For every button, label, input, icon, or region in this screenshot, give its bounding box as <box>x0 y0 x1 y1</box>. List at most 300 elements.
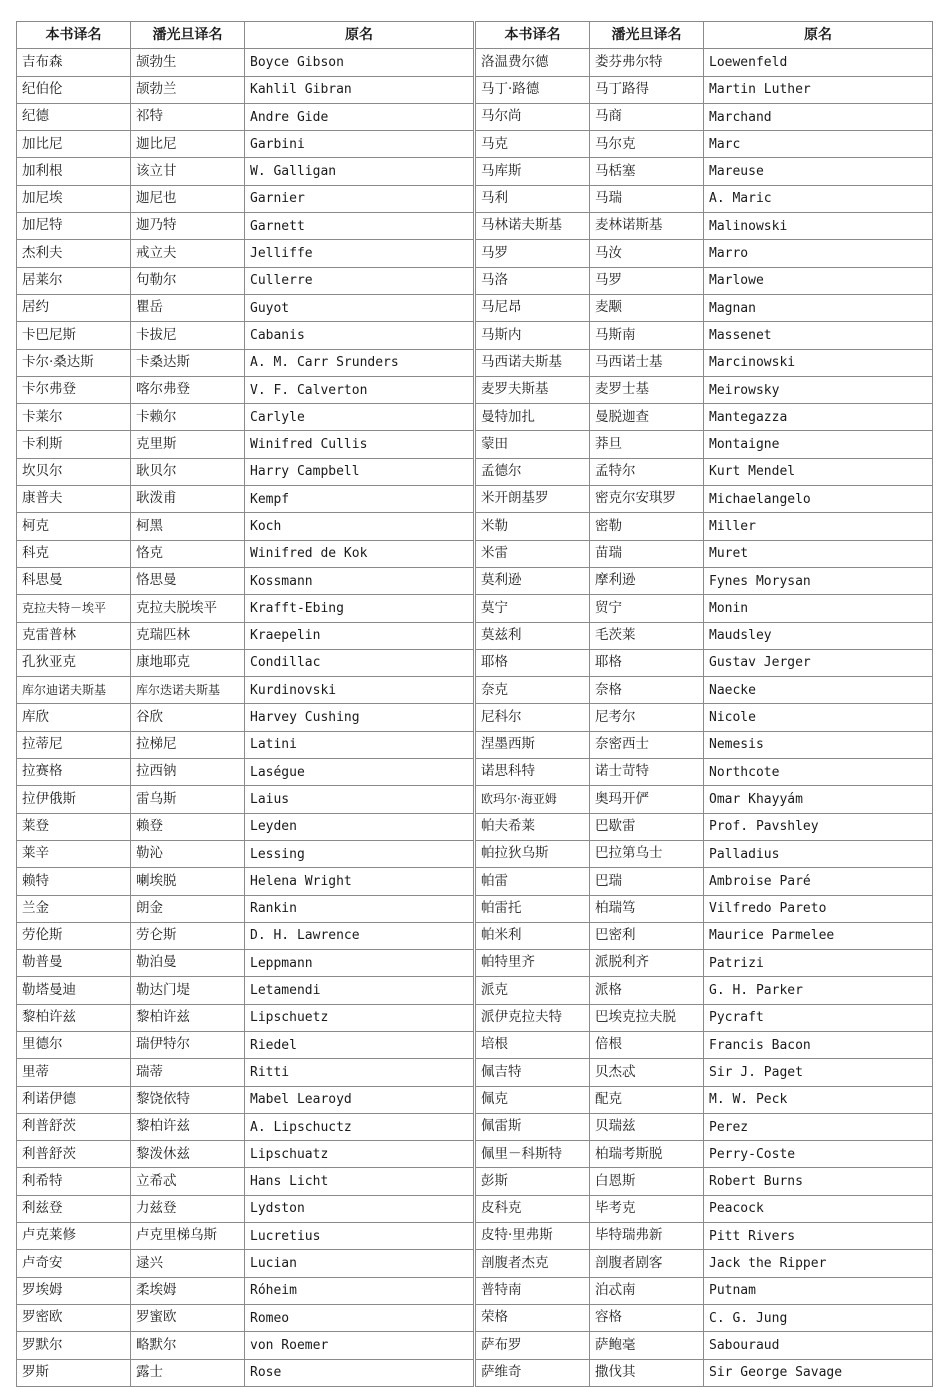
cell-original-name: Prof. Pavshley <box>704 813 933 840</box>
cell-pan-name: 麦颙 <box>590 294 704 321</box>
cell-pan-name: 派格 <box>590 977 704 1004</box>
cell-pan-name: 马汝 <box>590 240 704 267</box>
cell-book-name: 卡尔弗登 <box>17 376 131 403</box>
cell-pan-name: 略默尔 <box>131 1332 245 1359</box>
cell-book-name: 康普夫 <box>17 486 131 513</box>
cell-original-name: Kraepelin <box>245 622 474 649</box>
table-row <box>17 1059 933 1086</box>
cell-book-name: 帕雷托 <box>476 895 590 922</box>
cell-original-name: Peacock <box>704 1195 933 1222</box>
cell-book-name: 马利 <box>476 185 590 212</box>
cell-book-name: 普特南 <box>476 1277 590 1304</box>
cell-book-name: 彭斯 <box>476 1168 590 1195</box>
cell-pan-name: 喇埃脱 <box>131 868 245 895</box>
cell-original-name: Marcinowski <box>704 349 933 376</box>
cell-pan-name: 该立甘 <box>131 158 245 185</box>
cell-pan-name: 密克尔安琪罗 <box>590 486 704 513</box>
cell-pan-name: 耶格 <box>590 649 704 676</box>
cell-book-name: 帕夫希莱 <box>476 813 590 840</box>
cell-book-name: 马斯内 <box>476 322 590 349</box>
table-row <box>17 513 933 540</box>
cell-original-name: Marro <box>704 240 933 267</box>
cell-original-name: Boyce Gibson <box>245 49 474 76</box>
cell-pan-name: 贝杰忒 <box>590 1059 704 1086</box>
header-row <box>17 22 933 49</box>
cell-original-name: Muret <box>704 540 933 567</box>
cell-pan-name: 巴拉第乌士 <box>590 840 704 867</box>
header-book-name: 本书译名 <box>476 22 590 49</box>
cell-book-name: 利兹登 <box>17 1195 131 1222</box>
cell-book-name: 居约 <box>17 294 131 321</box>
cell-book-name: 帕特里齐 <box>476 950 590 977</box>
cell-pan-name: 贸宁 <box>590 595 704 622</box>
cell-original-name: Riedel <box>245 1031 474 1058</box>
cell-original-name: Cabanis <box>245 322 474 349</box>
cell-pan-name: 曼脱迦查 <box>590 404 704 431</box>
cell-original-name: A. Maric <box>704 185 933 212</box>
cell-book-name: 皮特·里弗斯 <box>476 1223 590 1250</box>
cell-pan-name: 巴密利 <box>590 922 704 949</box>
cell-original-name: Putnam <box>704 1277 933 1304</box>
cell-book-name: 马西诺夫斯基 <box>476 349 590 376</box>
table-row <box>17 1304 933 1331</box>
cell-pan-name: 朗金 <box>131 895 245 922</box>
cell-pan-name: 库尔迭诺夫斯基 <box>131 677 245 704</box>
cell-book-name: 孔狄亚克 <box>17 649 131 676</box>
cell-pan-name: 白恩斯 <box>590 1168 704 1195</box>
cell-pan-name: 马西诺士基 <box>590 349 704 376</box>
cell-pan-name: 黎泼休兹 <box>131 1141 245 1168</box>
cell-book-name: 克雷普林 <box>17 622 131 649</box>
cell-book-name: 拉赛格 <box>17 759 131 786</box>
cell-original-name: Lucretius <box>245 1223 474 1250</box>
cell-book-name: 佩克 <box>476 1086 590 1113</box>
table-row <box>17 458 933 485</box>
table-row <box>17 786 933 813</box>
cell-original-name: Sabouraud <box>704 1332 933 1359</box>
cell-pan-name: 恪克 <box>131 540 245 567</box>
cell-original-name: Lipschuatz <box>245 1141 474 1168</box>
cell-original-name: Michaelangelo <box>704 486 933 513</box>
cell-original-name: Montaigne <box>704 431 933 458</box>
table-row <box>17 213 933 240</box>
cell-original-name: Krafft-Ebing <box>245 595 474 622</box>
cell-original-name: Sir J. Paget <box>704 1059 933 1086</box>
cell-original-name: G. H. Parker <box>704 977 933 1004</box>
table-row <box>17 977 933 1004</box>
cell-original-name: Latini <box>245 731 474 758</box>
cell-book-name: 纪德 <box>17 103 131 130</box>
table-row <box>17 813 933 840</box>
cell-pan-name: 容格 <box>590 1304 704 1331</box>
cell-book-name: 利希特 <box>17 1168 131 1195</box>
cell-pan-name: 颉勃兰 <box>131 76 245 103</box>
cell-original-name: Hans Licht <box>245 1168 474 1195</box>
cell-book-name: 柯克 <box>17 513 131 540</box>
cell-original-name: Kempf <box>245 486 474 513</box>
cell-book-name: 孟德尔 <box>476 458 590 485</box>
cell-book-name: 麦罗夫斯基 <box>476 376 590 403</box>
cell-book-name: 培根 <box>476 1031 590 1058</box>
header-pan-name: 潘光旦译名 <box>131 22 245 49</box>
cell-pan-name: 孟特尔 <box>590 458 704 485</box>
cell-original-name: Northcote <box>704 759 933 786</box>
cell-original-name: Pitt Rivers <box>704 1223 933 1250</box>
cell-pan-name: 马斯南 <box>590 322 704 349</box>
cell-book-name: 马库斯 <box>476 158 590 185</box>
cell-pan-name: 摩利逊 <box>590 567 704 594</box>
table-row <box>17 950 933 977</box>
cell-original-name: Helena Wright <box>245 868 474 895</box>
cell-pan-name: 巴瑞 <box>590 868 704 895</box>
cell-book-name: 蒙田 <box>476 431 590 458</box>
cell-book-name: 卡利斯 <box>17 431 131 458</box>
cell-pan-name: 马瑞 <box>590 185 704 212</box>
cell-original-name: Lessing <box>245 840 474 867</box>
cell-original-name: Carlyle <box>245 404 474 431</box>
cell-book-name: 罗默尔 <box>17 1332 131 1359</box>
cell-original-name: Mareuse <box>704 158 933 185</box>
cell-original-name: Rankin <box>245 895 474 922</box>
cell-book-name: 莫宁 <box>476 595 590 622</box>
cell-book-name: 马林诺夫斯基 <box>476 213 590 240</box>
cell-original-name: Jelliffe <box>245 240 474 267</box>
cell-pan-name: 耿泼甫 <box>131 486 245 513</box>
cell-original-name: Patrizi <box>704 950 933 977</box>
cell-original-name: Róheim <box>245 1277 474 1304</box>
table-row <box>17 1223 933 1250</box>
cell-pan-name: 露士 <box>131 1359 245 1386</box>
cell-book-name: 马尼昂 <box>476 294 590 321</box>
cell-original-name: Francis Bacon <box>704 1031 933 1058</box>
cell-original-name: D. H. Lawrence <box>245 922 474 949</box>
cell-pan-name: 勒沁 <box>131 840 245 867</box>
cell-original-name: Malinowski <box>704 213 933 240</box>
table-row <box>17 1086 933 1113</box>
cell-original-name: Condillac <box>245 649 474 676</box>
cell-pan-name: 力兹登 <box>131 1195 245 1222</box>
table-row <box>17 1359 933 1386</box>
cell-original-name: Guyot <box>245 294 474 321</box>
table-row <box>17 267 933 294</box>
cell-original-name: A. M. Carr Srunders <box>245 349 474 376</box>
cell-pan-name: 立希忒 <box>131 1168 245 1195</box>
cell-original-name: Marchand <box>704 103 933 130</box>
table-row <box>17 677 933 704</box>
cell-original-name: Garnett <box>245 213 474 240</box>
table-row <box>17 1141 933 1168</box>
cell-book-name: 帕米利 <box>476 922 590 949</box>
cell-pan-name: 迦比尼 <box>131 131 245 158</box>
cell-original-name: Marc <box>704 131 933 158</box>
cell-book-name: 赖特 <box>17 868 131 895</box>
cell-pan-name: 迦乃特 <box>131 213 245 240</box>
cell-book-name: 马丁·路德 <box>476 76 590 103</box>
cell-pan-name: 拉梯尼 <box>131 731 245 758</box>
cell-original-name: Mabel Learoyd <box>245 1086 474 1113</box>
cell-book-name: 卡尔·桑达斯 <box>17 349 131 376</box>
cell-original-name: Pycraft <box>704 1004 933 1031</box>
cell-pan-name: 谷欣 <box>131 704 245 731</box>
table-row <box>17 595 933 622</box>
cell-book-name: 利诺伊德 <box>17 1086 131 1113</box>
cell-pan-name: 毕特瑞弗新 <box>590 1223 704 1250</box>
cell-book-name: 莱辛 <box>17 840 131 867</box>
cell-book-name: 曼特加扎 <box>476 404 590 431</box>
cell-pan-name: 奥玛开俨 <box>590 786 704 813</box>
table-row <box>17 731 933 758</box>
cell-original-name: Koch <box>245 513 474 540</box>
cell-book-name: 马洛 <box>476 267 590 294</box>
cell-original-name: V. F. Calverton <box>245 376 474 403</box>
table-row <box>17 103 933 130</box>
cell-pan-name: 戒立夫 <box>131 240 245 267</box>
cell-book-name: 纪伯伦 <box>17 76 131 103</box>
cell-pan-name: 雷乌斯 <box>131 786 245 813</box>
cell-original-name: A. Lipschuctz <box>245 1113 474 1140</box>
cell-book-name: 欧玛尔·海亚姆 <box>476 786 590 813</box>
cell-book-name: 米雷 <box>476 540 590 567</box>
cell-pan-name: 马丁路得 <box>590 76 704 103</box>
cell-pan-name: 康地耶克 <box>131 649 245 676</box>
cell-original-name: Letamendi <box>245 977 474 1004</box>
cell-pan-name: 马栝塞 <box>590 158 704 185</box>
cell-pan-name: 毛茨莱 <box>590 622 704 649</box>
cell-original-name: Kossmann <box>245 567 474 594</box>
cell-pan-name: 勒达门堤 <box>131 977 245 1004</box>
cell-original-name: Mantegazza <box>704 404 933 431</box>
table-row <box>17 185 933 212</box>
cell-pan-name: 克瑞匹林 <box>131 622 245 649</box>
cell-pan-name: 卡赖尔 <box>131 404 245 431</box>
cell-pan-name: 莽旦 <box>590 431 704 458</box>
cell-pan-name: 逯兴 <box>131 1250 245 1277</box>
table-row <box>17 158 933 185</box>
cell-pan-name: 卡桑达斯 <box>131 349 245 376</box>
cell-book-name: 罗斯 <box>17 1359 131 1386</box>
table-row <box>17 868 933 895</box>
cell-pan-name: 剖腹者剧客 <box>590 1250 704 1277</box>
table-row <box>17 540 933 567</box>
cell-original-name: Garnier <box>245 185 474 212</box>
cell-original-name: Robert Burns <box>704 1168 933 1195</box>
cell-pan-name: 赖登 <box>131 813 245 840</box>
cell-book-name: 派克 <box>476 977 590 1004</box>
cell-pan-name: 贝瑞兹 <box>590 1113 704 1140</box>
cell-original-name: Leyden <box>245 813 474 840</box>
table-row <box>17 1031 933 1058</box>
cell-book-name: 卡莱尔 <box>17 404 131 431</box>
cell-original-name: Laségue <box>245 759 474 786</box>
cell-book-name: 萨维奇 <box>476 1359 590 1386</box>
cell-original-name: Palladius <box>704 840 933 867</box>
cell-pan-name: 瑞伊特尔 <box>131 1031 245 1058</box>
cell-pan-name: 柔埃姆 <box>131 1277 245 1304</box>
cell-book-name: 里蒂 <box>17 1059 131 1086</box>
cell-pan-name: 倍根 <box>590 1031 704 1058</box>
table-row <box>17 567 933 594</box>
table-row <box>17 349 933 376</box>
cell-pan-name: 拉西钠 <box>131 759 245 786</box>
cell-original-name: M. W. Peck <box>704 1086 933 1113</box>
cell-pan-name: 柏瑞笃 <box>590 895 704 922</box>
cell-book-name: 卢奇安 <box>17 1250 131 1277</box>
cell-book-name: 加尼特 <box>17 213 131 240</box>
cell-original-name: C. G. Jung <box>704 1304 933 1331</box>
cell-pan-name: 黎柏许兹 <box>131 1004 245 1031</box>
cell-original-name: W. Galligan <box>245 158 474 185</box>
cell-original-name: Omar Khayyám <box>704 786 933 813</box>
cell-original-name: Nicole <box>704 704 933 731</box>
cell-book-name: 拉伊俄斯 <box>17 786 131 813</box>
table-row <box>17 294 933 321</box>
cell-pan-name: 柯黑 <box>131 513 245 540</box>
cell-pan-name: 克里斯 <box>131 431 245 458</box>
cell-pan-name: 巴歇雷 <box>590 813 704 840</box>
cell-original-name: Perry-Coste <box>704 1141 933 1168</box>
cell-pan-name: 卡拔尼 <box>131 322 245 349</box>
cell-book-name: 兰金 <box>17 895 131 922</box>
cell-pan-name: 柏瑞考斯脱 <box>590 1141 704 1168</box>
header-original-name: 原名 <box>704 22 933 49</box>
cell-original-name: Marlowe <box>704 267 933 294</box>
table-row <box>17 895 933 922</box>
cell-book-name: 拉蒂尼 <box>17 731 131 758</box>
header-book-name: 本书译名 <box>17 22 131 49</box>
cell-original-name: Lydston <box>245 1195 474 1222</box>
cell-book-name: 利普舒茨 <box>17 1141 131 1168</box>
cell-pan-name: 诺士苛特 <box>590 759 704 786</box>
cell-book-name: 马尔尚 <box>476 103 590 130</box>
cell-pan-name: 马尔克 <box>590 131 704 158</box>
cell-original-name: Ritti <box>245 1059 474 1086</box>
table-row <box>17 1113 933 1140</box>
cell-book-name: 加比尼 <box>17 131 131 158</box>
cell-pan-name: 卢克里梯乌斯 <box>131 1223 245 1250</box>
cell-original-name: Miller <box>704 513 933 540</box>
cell-book-name: 米开朗基罗 <box>476 486 590 513</box>
cell-book-name: 劳伦斯 <box>17 922 131 949</box>
cell-book-name: 罗密欧 <box>17 1304 131 1331</box>
table-row <box>17 376 933 403</box>
cell-original-name: Cullerre <box>245 267 474 294</box>
cell-original-name: Harvey Cushing <box>245 704 474 731</box>
cell-original-name: Fynes Morysan <box>704 567 933 594</box>
cell-book-name: 佩里－科斯特 <box>476 1141 590 1168</box>
cell-book-name: 卡巴尼斯 <box>17 322 131 349</box>
table-row <box>17 431 933 458</box>
cell-original-name: Lucian <box>245 1250 474 1277</box>
cell-book-name: 帕拉狄乌斯 <box>476 840 590 867</box>
cell-pan-name: 劳仑斯 <box>131 922 245 949</box>
cell-book-name: 坎贝尔 <box>17 458 131 485</box>
cell-book-name: 加利根 <box>17 158 131 185</box>
cell-pan-name: 勒泊曼 <box>131 950 245 977</box>
cell-pan-name: 克拉夫脱埃平 <box>131 595 245 622</box>
cell-original-name: Harry Campbell <box>245 458 474 485</box>
cell-book-name: 卢克莱修 <box>17 1223 131 1250</box>
cell-pan-name: 罗蜜欧 <box>131 1304 245 1331</box>
table-row <box>17 1168 933 1195</box>
cell-original-name: Rose <box>245 1359 474 1386</box>
cell-pan-name: 瑞蒂 <box>131 1059 245 1086</box>
cell-original-name: von Roemer <box>245 1332 474 1359</box>
cell-original-name: Martin Luther <box>704 76 933 103</box>
cell-pan-name: 黎饶依特 <box>131 1086 245 1113</box>
cell-original-name: Lipschuetz <box>245 1004 474 1031</box>
cell-pan-name: 密勒 <box>590 513 704 540</box>
cell-book-name: 加尼埃 <box>17 185 131 212</box>
table-row <box>17 922 933 949</box>
header-pan-name: 潘光旦译名 <box>590 22 704 49</box>
cell-original-name: Sir George Savage <box>704 1359 933 1386</box>
cell-pan-name: 尼考尔 <box>590 704 704 731</box>
table-row <box>17 1277 933 1304</box>
cell-pan-name: 配克 <box>590 1086 704 1113</box>
cell-original-name: Kurt Mendel <box>704 458 933 485</box>
table-row <box>17 76 933 103</box>
cell-book-name: 里德尔 <box>17 1031 131 1058</box>
cell-original-name: Garbini <box>245 131 474 158</box>
cell-pan-name: 耿贝尔 <box>131 458 245 485</box>
cell-book-name: 佩雷斯 <box>476 1113 590 1140</box>
cell-book-name: 帕雷 <box>476 868 590 895</box>
cell-original-name: Perez <box>704 1113 933 1140</box>
cell-original-name: Vilfredo Pareto <box>704 895 933 922</box>
cell-book-name: 杰利夫 <box>17 240 131 267</box>
cell-book-name: 莱登 <box>17 813 131 840</box>
cell-original-name: Nemesis <box>704 731 933 758</box>
cell-original-name: Meirowsky <box>704 376 933 403</box>
cell-book-name: 派伊克拉夫特 <box>476 1004 590 1031</box>
table-row <box>17 240 933 267</box>
table-row <box>17 49 933 76</box>
cell-pan-name: 马罗 <box>590 267 704 294</box>
cell-original-name: Romeo <box>245 1304 474 1331</box>
cell-original-name: Naecke <box>704 677 933 704</box>
cell-pan-name: 马商 <box>590 103 704 130</box>
cell-pan-name: 麦林诺斯基 <box>590 213 704 240</box>
cell-original-name: Winifred de Kok <box>245 540 474 567</box>
cell-book-name: 勒塔曼迪 <box>17 977 131 1004</box>
cell-book-name: 耶格 <box>476 649 590 676</box>
cell-pan-name: 麦罗士基 <box>590 376 704 403</box>
cell-book-name: 马罗 <box>476 240 590 267</box>
cell-book-name: 科思曼 <box>17 567 131 594</box>
cell-book-name: 库欣 <box>17 704 131 731</box>
cell-book-name: 库尔迪诺夫斯基 <box>17 677 131 704</box>
cell-original-name: Ambroise Paré <box>704 868 933 895</box>
cell-book-name: 荣格 <box>476 1304 590 1331</box>
cell-original-name: Monin <box>704 595 933 622</box>
cell-pan-name: 句勒尔 <box>131 267 245 294</box>
cell-pan-name: 喀尔弗登 <box>131 376 245 403</box>
cell-pan-name: 奈密西士 <box>590 731 704 758</box>
cell-pan-name: 颉勃生 <box>131 49 245 76</box>
cell-pan-name: 祁特 <box>131 103 245 130</box>
cell-pan-name: 奈格 <box>590 677 704 704</box>
table-row <box>17 1332 933 1359</box>
cell-original-name: Laius <box>245 786 474 813</box>
table-row <box>17 404 933 431</box>
cell-book-name: 剖腹者杰克 <box>476 1250 590 1277</box>
cell-original-name: Loewenfeld <box>704 49 933 76</box>
cell-original-name: Jack the Ripper <box>704 1250 933 1277</box>
cell-pan-name: 恪思曼 <box>131 567 245 594</box>
cell-book-name: 居莱尔 <box>17 267 131 294</box>
table-row <box>17 1004 933 1031</box>
cell-book-name: 皮科克 <box>476 1195 590 1222</box>
